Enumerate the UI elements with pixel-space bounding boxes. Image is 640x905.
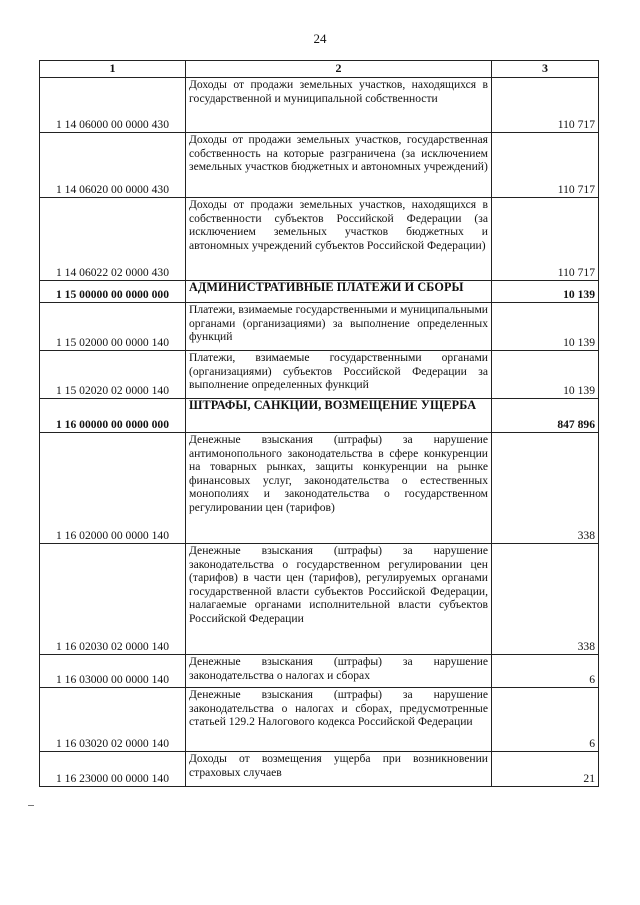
revenue-name: Денежные взыскания (штрафы) за нарушение законодательства о налогах и сборах, предусмотренные статьей 129.2 Налогового кодекса Российской Федерации xyxy=(186,688,492,752)
revenue-name: Денежные взыскания (штрафы) за нарушение законодательства о налогах и сборах xyxy=(186,655,492,688)
budget-code: 1 16 02030 02 0000 140 xyxy=(40,544,186,655)
revenue-name: ШТРАФЫ, САНКЦИИ, ВОЗМЕЩЕНИЕ УЩЕРБА xyxy=(186,399,492,433)
amount: 847 896 xyxy=(492,399,599,433)
amount: 10 139 xyxy=(492,303,599,351)
revenue-name: Платежи, взимаемые государственными и муниципальными органами (организациями) за выполнение определенных функций xyxy=(186,303,492,351)
header-col-amount: 3 xyxy=(492,61,599,78)
revenue-name: Платежи, взимаемые государственными органами (организациями) субъектов Российской Федерации за выполнение определенных функций xyxy=(186,351,492,399)
table-row xyxy=(40,198,599,281)
budget-code: 1 16 03000 00 0000 140 xyxy=(40,655,186,688)
header-row xyxy=(40,61,599,78)
amount: 10 139 xyxy=(492,281,599,303)
margin-mark xyxy=(28,805,34,806)
table-row xyxy=(40,433,599,544)
budget-code: 1 16 02000 00 0000 140 xyxy=(40,433,186,544)
table-row xyxy=(40,351,599,399)
budget-code: 1 16 00000 00 0000 000 xyxy=(40,399,186,433)
budget-code: 1 15 02020 02 0000 140 xyxy=(40,351,186,399)
budget-code: 1 15 02000 00 0000 140 xyxy=(40,303,186,351)
amount: 6 xyxy=(492,688,599,752)
page-number: 24 xyxy=(313,31,327,46)
amount: 110 717 xyxy=(492,78,599,133)
budget-table xyxy=(39,60,599,787)
table-row xyxy=(40,688,599,752)
amount: 10 139 xyxy=(492,351,599,399)
header-col-name: 2 xyxy=(186,61,492,78)
table-row xyxy=(40,544,599,655)
revenue-name: Доходы от продажи земельных участков, государственная собственность на которые разграничена (за исключением земельных участков бюджетных и автономных учреждений) xyxy=(186,133,492,198)
budget-code: 1 14 06000 00 0000 430 xyxy=(40,78,186,133)
amount: 21 xyxy=(492,752,599,787)
budget-code: 1 14 06022 02 0000 430 xyxy=(40,198,186,281)
revenue-name: Доходы от продажи земельных участков, находящихся в собственности субъектов Российской Федерации (за исключением земельных участков бюджетных и автономных учреждений субъектов Российской Федерации) xyxy=(186,198,492,281)
revenue-name: Денежные взыскания (штрафы) за нарушение законодательства о государственном регулировании цен (тарифов) в части цен (тарифов), регулируемых органами государственной власти субъектов Российской Федерации, налагаемые органами исполнительной власти субъектов Российской Федерации xyxy=(186,544,492,655)
table-row xyxy=(40,133,599,198)
amount: 338 xyxy=(492,433,599,544)
table-row xyxy=(40,78,599,133)
header-col-code: 1 xyxy=(40,61,186,78)
amount: 6 xyxy=(492,655,599,688)
budget-code: 1 16 03020 02 0000 140 xyxy=(40,688,186,752)
revenue-name: Доходы от продажи земельных участков, находящихся в государственной и муниципальной собственности xyxy=(186,78,492,133)
budget-code: 1 14 06020 00 0000 430 xyxy=(40,133,186,198)
budget-code: 1 16 23000 00 0000 140 xyxy=(40,752,186,787)
revenue-name: Денежные взыскания (штрафы) за нарушение антимонопольного законодательства в сфере конкуренции на товарных рынках, защиты конкуренции на рынке финансовых услуг, законодательства о естественных монополиях и законодательства о государственном регулировании цен (тарифов) xyxy=(186,433,492,544)
table-row xyxy=(40,655,599,688)
amount: 338 xyxy=(492,544,599,655)
revenue-name: АДМИНИСТРАТИВНЫЕ ПЛАТЕЖИ И СБОРЫ xyxy=(186,281,492,303)
table-row xyxy=(40,399,599,433)
amount: 110 717 xyxy=(492,133,599,198)
amount: 110 717 xyxy=(492,198,599,281)
budget-code: 1 15 00000 00 0000 000 xyxy=(40,281,186,303)
table-row xyxy=(40,281,599,303)
revenue-name: Доходы от возмещения ущерба при возникновении страховых случаев xyxy=(186,752,492,787)
table-row xyxy=(40,303,599,351)
table-row xyxy=(40,752,599,787)
